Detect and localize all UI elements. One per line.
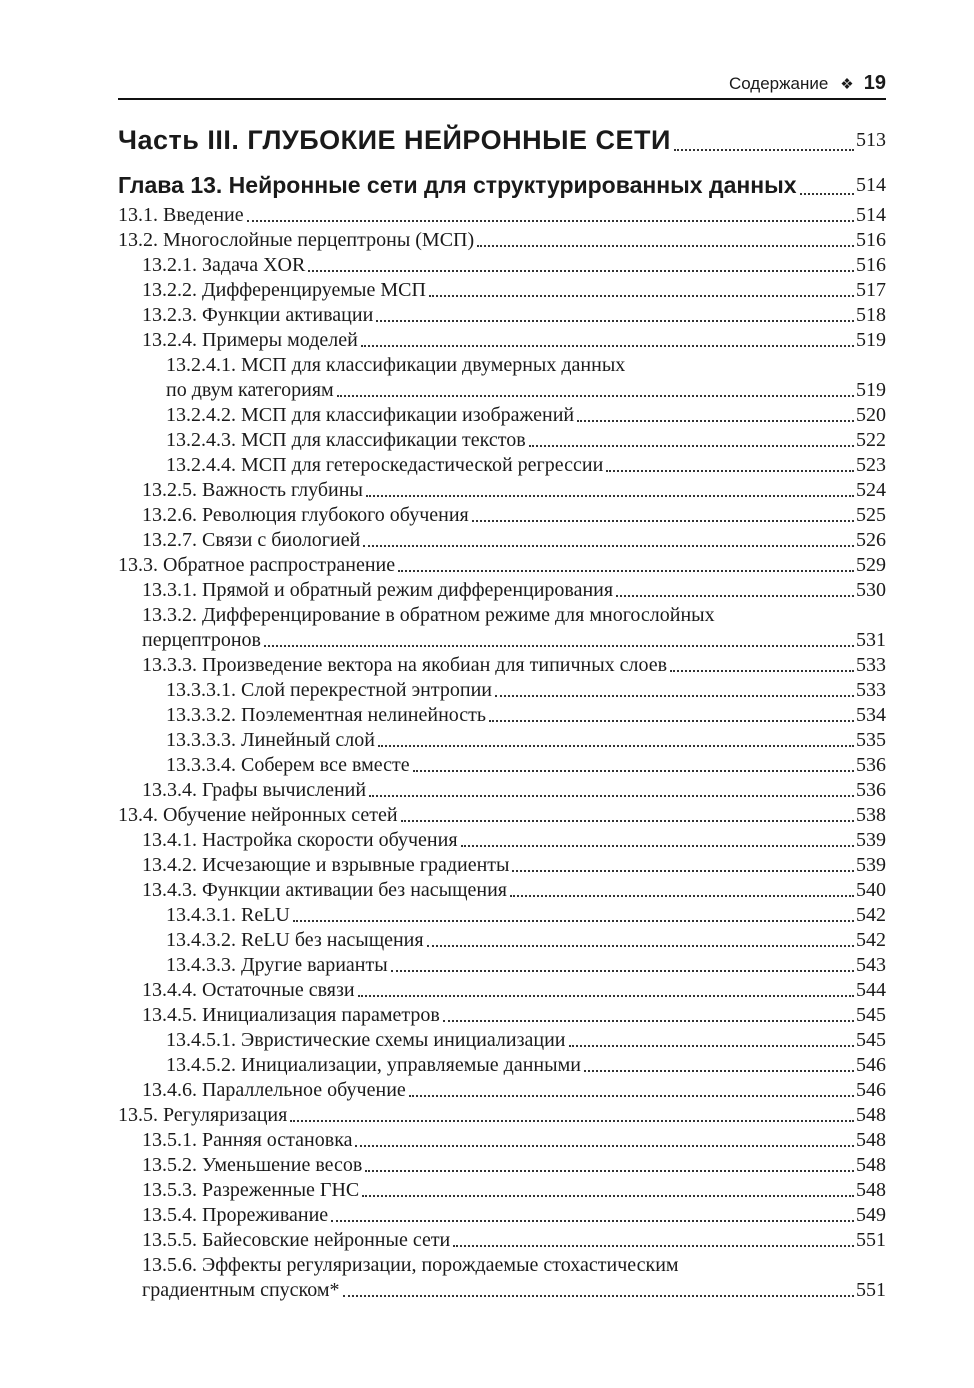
dot-leader (569, 1045, 854, 1047)
entry-title: 13.1. Введение (118, 204, 244, 226)
dot-leader (308, 270, 854, 272)
toc-entry[interactable] (118, 1153, 886, 1178)
dot-leader (365, 1170, 854, 1172)
dot-leader (355, 1145, 854, 1147)
toc-entry[interactable] (118, 528, 886, 553)
header-rule (118, 98, 886, 100)
dot-leader (800, 193, 854, 195)
entry-title: 13.4.3.3. Другие варианты (166, 954, 388, 976)
entry-title: 13.4.2. Исчезающие и взрывные градиенты (142, 854, 510, 876)
entry-page: 522 (856, 429, 886, 451)
entry-title: 13.4.6. Параллельное обучение (142, 1079, 406, 1101)
dot-leader (409, 1095, 854, 1097)
toc-entry[interactable] (118, 1253, 886, 1278)
dot-leader (358, 995, 854, 997)
dot-leader (495, 695, 854, 697)
entry-page: 549 (856, 1204, 886, 1226)
ornament-icon: ❖ (840, 75, 854, 93)
entry-title: 13.5.3. Разреженные ГНС (142, 1179, 360, 1201)
entry-page: 551 (856, 1279, 886, 1301)
entry-title: 13.4. Обучение нейронных сетей (118, 804, 398, 826)
toc-entry[interactable] (118, 603, 886, 628)
entry-page: 551 (856, 1229, 886, 1251)
dot-leader (510, 895, 854, 897)
toc-entry[interactable] (118, 903, 886, 928)
dot-leader (331, 1220, 854, 1222)
toc-entry[interactable] (118, 1203, 886, 1228)
toc-entry[interactable] (118, 653, 886, 678)
entry-title: 13.2.4.3. МСП для классификации текстов (166, 429, 526, 451)
entry-title: 13.4.5.1. Эвристические схемы инициализации (166, 1029, 566, 1051)
entry-title: 13.2.6. Революция глубокого обучения (142, 504, 469, 526)
entry-title: 13.2. Многослойные перцептроны (МСП) (118, 229, 475, 251)
toc-entry[interactable] (118, 403, 886, 428)
dot-leader (361, 345, 854, 347)
entry-page: 514 (856, 204, 886, 226)
dot-leader (376, 320, 854, 322)
entry-title: 13.3.3.1. Слой перекрестной энтропии (166, 679, 492, 701)
entry-title: 13.3.4. Графы вычислений (142, 779, 367, 801)
dot-leader (577, 420, 854, 422)
header-page-number: 19 (863, 72, 886, 94)
entry-title: 13.5.1. Ранняя остановка (142, 1129, 353, 1151)
dot-leader (670, 670, 854, 672)
dot-leader (391, 970, 854, 972)
entry-page: 535 (856, 729, 886, 751)
entry-page: 548 (856, 1129, 886, 1151)
toc-entry[interactable] (118, 303, 886, 328)
entry-page: 543 (856, 954, 886, 976)
toc-entry[interactable] (118, 1128, 886, 1153)
entry-page: 545 (856, 1029, 886, 1051)
dot-leader (606, 470, 854, 472)
entry-page: 519 (856, 379, 886, 401)
entry-title: 13.5.5. Байесовские нейронные сети (142, 1229, 451, 1251)
dot-leader (369, 795, 854, 797)
entry-title: 13.3.3.2. Поэлементная нелинейность (166, 704, 487, 726)
entry-page: 524 (856, 479, 886, 501)
entry-page: 545 (856, 1004, 886, 1026)
entry-page: 542 (856, 929, 886, 951)
chapter-page: 514 (856, 174, 886, 196)
entry-title: 13.3. Обратное распространение (118, 554, 396, 576)
toc-entry[interactable] (118, 503, 886, 528)
entry-page: 533 (856, 679, 886, 701)
toc-part-entry[interactable] (118, 123, 886, 157)
toc-entry[interactable] (118, 978, 886, 1003)
entry-title: 13.2.3. Функции активации (142, 304, 374, 326)
toc-entry[interactable] (118, 353, 886, 378)
dot-leader (337, 395, 854, 397)
entry-page: 523 (856, 454, 886, 476)
toc-entry[interactable] (118, 828, 886, 853)
dot-leader (443, 1020, 854, 1022)
toc-entry[interactable] (118, 378, 886, 403)
entry-page: 529 (856, 554, 886, 576)
toc-entry[interactable] (118, 753, 886, 778)
chapter-title: Глава 13. Нейронные сети для структурированных данных (118, 172, 797, 198)
entry-page: 539 (856, 829, 886, 851)
entry-page: 531 (856, 629, 886, 651)
entry-title: 13.5. Регуляризация (118, 1104, 288, 1126)
dot-leader (290, 1120, 854, 1122)
header-section-title: Содержание (728, 73, 829, 93)
entry-title: 13.2.4.1. МСП для классификации двумерных данных (166, 354, 626, 376)
toc-entry[interactable] (118, 553, 886, 578)
dot-leader (529, 445, 854, 447)
toc-entry[interactable] (118, 478, 886, 503)
entry-page: 518 (856, 304, 886, 326)
entry-page: 536 (856, 779, 886, 801)
toc-entry[interactable] (118, 728, 886, 753)
entry-page: 536 (856, 754, 886, 776)
entry-page: 538 (856, 804, 886, 826)
entry-page: 548 (856, 1154, 886, 1176)
entry-title: по двум категориям (166, 379, 334, 401)
entry-title: 13.4.4. Остаточные связи (142, 979, 355, 1001)
toc-entry[interactable] (118, 1003, 886, 1028)
entry-title: 13.3.3.3. Линейный слой (166, 729, 375, 751)
entry-page: 520 (856, 404, 886, 426)
dot-leader (362, 1195, 854, 1197)
entry-page: 544 (856, 979, 886, 1001)
entry-page: 548 (856, 1179, 886, 1201)
dot-leader (477, 245, 854, 247)
toc-entry[interactable] (118, 253, 886, 278)
toc-entry[interactable] (118, 1078, 886, 1103)
entry-title: 13.2.1. Задача XOR (142, 254, 306, 276)
entry-title: 13.2.4.4. МСП для гетероскедастической регрессии (166, 454, 604, 476)
entry-title: 13.4.3.1. ReLU (166, 904, 290, 926)
dot-leader (401, 820, 854, 822)
part-title: Часть III. ГЛУБОКИЕ НЕЙРОННЫЕ СЕТИ (118, 125, 671, 155)
entry-page: 540 (856, 879, 886, 901)
entry-title: 13.5.4. Прореживание (142, 1204, 329, 1226)
entry-title: 13.2.5. Важность глубины (142, 479, 363, 501)
entry-title: градиентным спуском* (142, 1279, 340, 1301)
toc-entry[interactable] (118, 628, 886, 653)
entry-page: 516 (856, 254, 886, 276)
dot-leader (674, 149, 854, 151)
dot-leader (461, 845, 854, 847)
toc-entry[interactable] (118, 1228, 886, 1253)
entry-title: 13.3.2. Дифференцирование в обратном режиме для многослойных (142, 604, 715, 626)
toc-entry[interactable] (118, 1103, 886, 1128)
entry-page: 526 (856, 529, 886, 551)
entry-page: 542 (856, 904, 886, 926)
toc-entry[interactable] (118, 228, 886, 253)
dot-leader (429, 295, 854, 297)
dot-leader (247, 220, 854, 222)
toc-entry[interactable] (118, 928, 886, 953)
entry-page: 534 (856, 704, 886, 726)
toc-entry[interactable] (118, 278, 886, 303)
dot-leader (453, 1245, 854, 1247)
entry-page: 525 (856, 504, 886, 526)
entry-page: 516 (856, 229, 886, 251)
toc-entry[interactable] (118, 1278, 886, 1303)
entry-title: 13.2.2. Дифференцируемые МСП (142, 279, 426, 301)
entry-page: 546 (856, 1054, 886, 1076)
toc-chapter-entry[interactable] (118, 169, 886, 201)
dot-leader (398, 570, 854, 572)
toc-entry[interactable] (118, 853, 886, 878)
entry-title: 13.3.3.4. Соберем все вместе (166, 754, 410, 776)
dot-leader (378, 745, 854, 747)
entry-title: перцептронов (142, 629, 261, 651)
entry-title: 13.5.6. Эффекты регуляризации, порождаемые стохастическим (142, 1254, 679, 1276)
entry-page: 533 (856, 654, 886, 676)
dot-leader (512, 870, 854, 872)
dot-leader (472, 520, 854, 522)
dot-leader (363, 545, 854, 547)
entry-page: 539 (856, 854, 886, 876)
entry-title: 13.4.3. Функции активации без насыщения (142, 879, 507, 901)
toc-entry[interactable] (118, 328, 886, 353)
toc-entry[interactable] (118, 203, 886, 228)
toc-entry[interactable] (118, 428, 886, 453)
toc-entry[interactable] (118, 1178, 886, 1203)
entry-page: 519 (856, 329, 886, 351)
entry-title: 13.4.5.2. Инициализации, управляемые данными (166, 1054, 581, 1076)
dot-leader (343, 1295, 854, 1297)
dot-leader (413, 770, 854, 772)
toc-entry[interactable] (118, 578, 886, 603)
entry-page: 530 (856, 579, 886, 601)
toc-entry[interactable] (118, 953, 886, 978)
dot-leader (489, 720, 854, 722)
toc-entry[interactable] (118, 803, 886, 828)
dot-leader (366, 495, 854, 497)
dot-leader (264, 645, 854, 647)
toc-entry[interactable] (118, 1028, 886, 1053)
entry-title: 13.3.3. Произведение вектора на якобиан для типичных слоев (142, 654, 668, 676)
toc-entry[interactable] (118, 778, 886, 803)
part-page: 513 (856, 129, 886, 151)
dot-leader (293, 920, 854, 922)
toc-entry[interactable] (118, 878, 886, 903)
dot-leader (427, 945, 854, 947)
entry-title: 13.4.1. Настройка скорости обучения (142, 829, 458, 851)
toc-entry[interactable] (118, 703, 886, 728)
toc-entry[interactable] (118, 678, 886, 703)
entry-title: 13.2.4. Примеры моделей (142, 329, 358, 351)
toc-entry[interactable] (118, 453, 886, 478)
dot-leader (584, 1070, 854, 1072)
toc-entry[interactable] (118, 1053, 886, 1078)
entry-title: 13.5.2. Уменьшение весов (142, 1154, 363, 1176)
entry-title: 13.4.5. Инициализация параметров (142, 1004, 440, 1026)
entry-title: 13.2.7. Связи с биологией (142, 529, 361, 551)
entry-page: 546 (856, 1079, 886, 1101)
entry-page: 548 (856, 1104, 886, 1126)
running-header (118, 70, 886, 97)
entry-page: 517 (856, 279, 886, 301)
entry-title: 13.2.4.2. МСП для классификации изображений (166, 404, 575, 426)
entry-title: 13.4.3.2. ReLU без насыщения (166, 929, 424, 951)
dot-leader (616, 595, 854, 597)
entry-title: 13.3.1. Прямой и обратный режим дифференцирования (142, 579, 614, 601)
